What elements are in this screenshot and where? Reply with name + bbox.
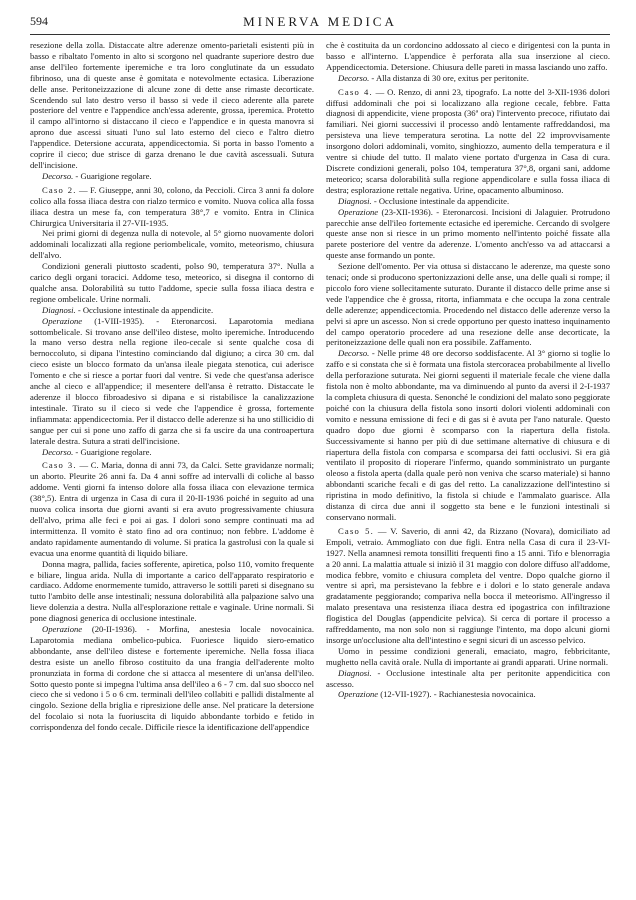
paragraph: Diagnosi. - Occlusione intestinale alta per peritonite appendicitica con ascesso. xyxy=(326,667,610,689)
section-label: Diagnosi. xyxy=(338,195,372,206)
paragraph: che è costituita da un cordoncino addossato al cieco e dirigentesi con la punta in basso e all'interno. L'appendice è perforata alla sua inserzione al cieco. Appendicectomia. Detersione. Chiusura delle pareti in massa lasciando uno zaffo. xyxy=(326,40,610,72)
paragraph: Operazione (23-XII-1936). - Eteronarcosi. Incisioni di Jalaguier. Protrudono parecchie anse dell'ileo fortemente ectasiche ed iperemiche. Cercando di svolgere queste anse non si riesce in un primo momento nell'intento poiché fissate alla parete posteriore del ventre da aderenze. L'omento anch'esso va ad attaccarsi a queste anse formando un ponte. xyxy=(326,206,610,261)
case-5: Caso 5. — V. Saverio, di anni 42, da Rizzano (Novara), domiciliato ad Empoli, vetraio. Ammogliato con due figli. Entra nella Casa di cura il 23-VI-1927. Nella anamnesi remota tonsilliti frequenti fino a 15 anni. Tifo e blenorragia a 20 anni. La malattia attuale si iniziò il 31 maggio con dolore diffuso all'addome, modica febbre, vomito e chiusura completa del ventre. Dopo qualche giorno il ventre si aprì, ma persistevano la febbre e i dolori e lo stato generale andava gradatamente peggiorando; compariva nella bocca il meteorismo. All'ingresso il malato presentava una resistenza iliaca destra ed ipogastrica con infiltrazione flogistica del Douglas (appendicite pelvica). Si cerca di portare il processo a raffreddamento, ma non solo non si raggiunge l'intento, ma dopo alcuni giorni insorge un'occlusione alta dell'intestino e segni sicuri di un ascesso pelvico. xyxy=(326,525,610,645)
section-label: Decorso. xyxy=(338,72,370,83)
right-column xyxy=(326,40,610,898)
paragraph: Uomo in pessime condizioni generali, emaciato, magro, febbricitante, mughetto nella cavità orale. Nulla di importante ai grandi apparati. Urine normali. xyxy=(326,645,610,667)
case-label: Caso 3. xyxy=(42,460,77,471)
paragraph: Decorso. - Guarigione regolare. xyxy=(42,170,152,181)
section-label: Diagnosi. xyxy=(338,667,372,678)
paragraph: Operazione (20-II-1936). - Morfina, anestesia locale novocainica. Laparotomia mediana ombelico-pubica. Fuoriesce liquido siero-ematico abbondante, anse dell'ileo distese e fortemente iperemiche. Nella fossa iliaca destra esiste un anello fibroso costituito da una frangia dell'aderente molto pronunziata in forma di cordone che si attacca al mesentere di un'ansa dell'ileo. Sotto questo ponte si impegna l'ultima ansa dell'ileo a 6 - 7 cm. dal suo sbocco nel cieco che si vedono i 5 o 6 cm. terminali dell'ileo collabiti e pallidi distalmente al cingolo. Sezione della briglia e ripresizione delle anse. Nel praticare la detersione del focolaio si nota la fuoriuscita di liquido abbondante torbido e fetido in corrispondenza del fondo cecale. Difficile riesce la identificazione dell'appendice xyxy=(30,624,314,733)
section-label: Operazione xyxy=(338,206,379,217)
section-label: Diagnosi. xyxy=(42,304,76,315)
paragraph: Decorso. - Guarigione regolare. xyxy=(42,446,152,457)
paragraph: Condizioni generali piuttosto scadenti, polso 90, temperatura 37°. Nulla a carico degli organi toracici. Addome teso, meteorico, si disegna il contorno di qualche ansa. Dolorabilità su tutto l'addome, specie sulla fossa iliaca destra e regione ombelicale. Urine normali. xyxy=(30,261,314,304)
paragraph: Nei primi giorni di degenza nulla di notevole, al 5° giorno nuovamente dolori addominali localizzati alla regione periombelicale, vomito, meteorismo, chiusura dell'alvo. xyxy=(30,228,314,261)
section-label: Operazione xyxy=(338,689,379,700)
page-number: 594 xyxy=(30,14,48,28)
case-2: Caso 2. — F. Giuseppe, anni 30, colono, da Peccioli. Circa 3 anni fa dolore colico alla fossa iliaca destra con rialzo termico e vomito. Nuova colica alla fossa iliaca destra un mese fa, con temperatura 38°,7 e vomito. Entra in Clinica Chirurgica Universitaria il 27-VII-1935. xyxy=(30,184,314,228)
paragraph: Donna magra, pallida, facies sofferente, apiretica, polso 110, vomito frequente e biliare, lingua arida. Nulla di importante a carico dell'apparato respiratorio e cardiaco. Addome enormemente tumido, attraverso le sottili pareti si disegnano su tutto l'ambito delle anse intestinali; nessuna dolorabilità alla palpazione salvo una lieve dolenzia a destra. Nulla all'esplorazione rettale e vaginale. Urine normali. Si pone diagnosi generica di occlusione intestinale. xyxy=(30,558,314,624)
section-label: Decorso. xyxy=(338,348,370,359)
left-column xyxy=(30,40,314,898)
paragraph: Diagnosi. - Occlusione intestinale da appendicite. xyxy=(42,304,214,315)
case-label: Caso 2. xyxy=(42,184,77,195)
section-label: Decorso. xyxy=(42,446,74,457)
section-label: Operazione xyxy=(42,315,83,326)
paragraph: Sezione dell'omento. Per via ottusa si distaccano le aderenze, ma queste sono tenaci; onde si producono spertonizzazioni delle anse, una delle quali si rompe; il piccolo foro viene sollecitamente suturato. Durante il distacco delle prime anse si vede l'appendice che è grossa, ritorta, infiammata e che occupa la zona centrale delle aderenze; appendicectomia. Procedendo nel distacco delle aderenze verso la pelvi si apre un ascesso. Non si crede opportuno per questo inatteso inquinamento del campo operatorio procedere ad una resezione delle anse decorticate, la peritoneizzazione delle quali non era possibile. Zaffamento. xyxy=(326,261,610,348)
page-header xyxy=(30,12,610,32)
paragraph: Diagnosi. - Occlusione intestinale da appendicite. xyxy=(338,195,510,206)
section-label: Operazione xyxy=(42,624,83,635)
paragraph: resezione della zolla. Distaccate altre aderenze omento-parietali esistenti più in basso e ribaltato l'omento in alto si scorgono nel quadrante superiore destro due anse dell'ileo fortemente iperemiche e tra loro conglutinate da un essudato fibrinoso, una di queste anse è gomitata e notevolmente ectasica. Liberazione delle anse. Peritoneizzazione di alcune zone di dette anse rimaste decorticate. Scendendo sul lato destro verso il basso si vede il cieco aderente alla parete posteriore del ventre e l'appendice anch'essa aderente, grossa, iperemica. Protetto il campo all'intorno si distaccano il cieco e l'appendice e in questa manovra si aprono due ascessi situati l'uno sul lato esterno del cieco e l'altro dietro l'appendice. Detersione accurata, appendicectomia. Si porta in basso l'omento a coprire il cieco; due strisce di garza drenano le due cavità ascessuali. Sutura dell'incisione. xyxy=(30,40,314,170)
paragraph: Decorso. - Nelle prime 48 ore decorso soddisfacente. Al 3° giorno si toglie lo zaffo e si constata che si è formata una fistola stercoracea probabilmente al livello della perforazione suturata. Nei giorni seguenti il materiale fecale che viene dalla fistola non è molto abbondante, ma va diminuendo al punto da aversi il 2-I-1937 la completa chiusura di questa. Senonché le condizioni del malato sono peggiorate poiché con la chiusura della fistola sono insorti dolori violenti addominali con vomito e nessuna emissione di feci e di gas si è avuta per l'ano naturale. Questo quadro dopo due giorni è scomparso con la riapertura della fistola. Successivamente si hanno per più di due settimane alternative di chiusura e di riapertura della fistola con comparsa e scomparsa dei fatti occlusivi. Si era già ventilato il proposito di rioperare l'infermo, quando somministrato un purgante oleoso a fistola aperta (dalla quale però non veniva che scarso materiale) si hanno abbondanti scariche fecali e di gas del retto. La canalizzazione dell'intestino si ripristina in modo definitivo, la fistola si chiude e l'ammalato guarisce. Alla distanza di circa due anni il soggetto sta bene e le funzioni intestinali si conservano normali. xyxy=(326,348,610,522)
case-label: Caso 5. xyxy=(338,525,374,536)
journal-title: MINERVA MEDICA xyxy=(243,14,397,29)
header-rule xyxy=(30,34,610,35)
section-label: Decorso. xyxy=(42,170,74,181)
case-3: Caso 3. — C. Maria, donna di anni 73, da Calci. Sette gravidanze normali; un aborto. Pleurite 26 anni fa. Da 4 anni soffre ad intervalli di coliche al basso addome. Venti giorni fa intenso dolore alla fossa iliaca con elevazione termica (38°,5). Entra di urgenza in Casa di cura il 20-II-1936 poiché in seguito ad una nuova colica insorta due giorni avanti si era avuto progressivamente chiusura dell'alvo, prima alle feci e poi ai gas. I dolori sono sempre continuati ma ad intermittenza. Il vomito è stato fino ad ora continuo; non febbre. L'addome è andato rapidamente aumentando di volume. Si pratica la gastrolusi con la quale si evacua una enorme quantità di liquido biliare. xyxy=(30,460,314,558)
paragraph: Operazione (1-VIII-1935). - Eteronarcosi. Laparotomia mediana sottombelicale. Si trovano anse dell'ileo distese, molto iperemiche. Introducendo la mano verso destra nella regione ileo-cecale si sente qualche cosa di bernoccoluto, si dipana l'intestino cominciando dal digiuno; a circa 30 cm. dal cieco esiste un blocco formato da un'ansa ileale piegata stenotica, cui aderisce l'omento e che si riesce a portar fuori dal ventre. Si vede che quest'ansa aderisce anche al cieco e all'appendice; il mesentere dell'ansa è retratto. Distaccate le aderenze il blocco fibroadesivo si dipana e si ristabilisce la canalizzazione intestinale. Tirato su il cieco si vede che l'appendice è grossa, fortemente infiammata: appendicectomia. Per il distacco delle aderenze si ha uno stillicidio di sangue per cui si pone uno zaffo di garza che si fa uscire da una controapertura laterale destra. Sutura a strati dell'incisione. xyxy=(30,315,314,446)
case-4: Caso 4. — O. Renzo, di anni 23, tipografo. La notte del 3-XII-1936 dolori diffusi addominali che poi si localizzano alla regione cecale, febbre. Fatta diagnosi di appendicite, viene proposta (36ª ora) l'intervento precoce, rifiutato dai familiari. Nei giorni successivi il processo andò lentamente raffreddandosi, ma persisteva una lieve temperatura serotina. La notte del 22 improvvisamente insorgono dolori addominali, vomito, singhiozzo, aumento della temperatura e il ventre si chiude del tutto. Il malato viene portato d'urgenza in Casa di cura. Discrete condizioni generali, polso 104, temperatura 37°,8, organi sani, addome meteorico; scarsa dolorabilità sulla regione appendicolare e sulla fossa iliaca di destra; esplorazione rettale negativa. Urine, opacamento albuminoso. xyxy=(326,86,610,195)
case-label: Caso 4. xyxy=(338,86,373,97)
paragraph: Operazione (12-VII-1927). - Rachianestesia novocainica. xyxy=(338,689,536,700)
paragraph: Decorso. - Alla distanza di 30 ore, exitus per peritonite. xyxy=(338,72,529,83)
